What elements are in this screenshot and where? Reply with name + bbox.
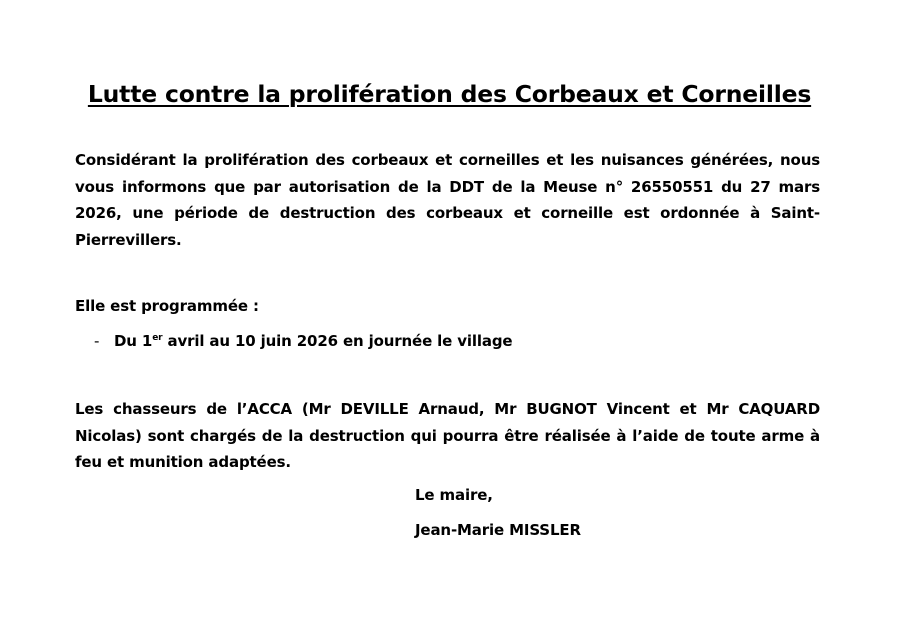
- schedule-item-prefix: Du 1: [114, 332, 153, 350]
- schedule-list-item: [94, 328, 512, 354]
- hunters-paragraph: Les chasseurs de l’ACCA (Mr DEVILLE Arnaud, Mr BUGNOT Vincent et Mr CAQUARD Nicolas) sont chargés de la destruction qui pourra être réalisée à l’aide de toute arme à feu et munition adaptées.: [75, 400, 820, 471]
- schedule-item-text: avril au 10 juin 2026 en journée le village: [162, 332, 513, 350]
- signature-role: Le maire,: [415, 486, 493, 504]
- page-title: Lutte contre la prolifération des Corbeaux et Corneilles: [87, 80, 812, 108]
- schedule-item-superscript: er: [152, 333, 163, 343]
- notice-paragraph: Considérant la prolifération des corbeaux et corneilles et les nuisances générées, nous vous informons que par autorisation de la DDT de la Meuse n° 26550551 du 27 mars 2026, une période de destruction des corbeaux et corneille est ordonnée à Saint-Pierrevillers.: [75, 151, 820, 249]
- bullet-dash: -: [94, 332, 100, 350]
- signature-name: Jean-Marie MISSLER: [415, 521, 581, 539]
- schedule-intro: Elle est programmée :: [75, 297, 259, 315]
